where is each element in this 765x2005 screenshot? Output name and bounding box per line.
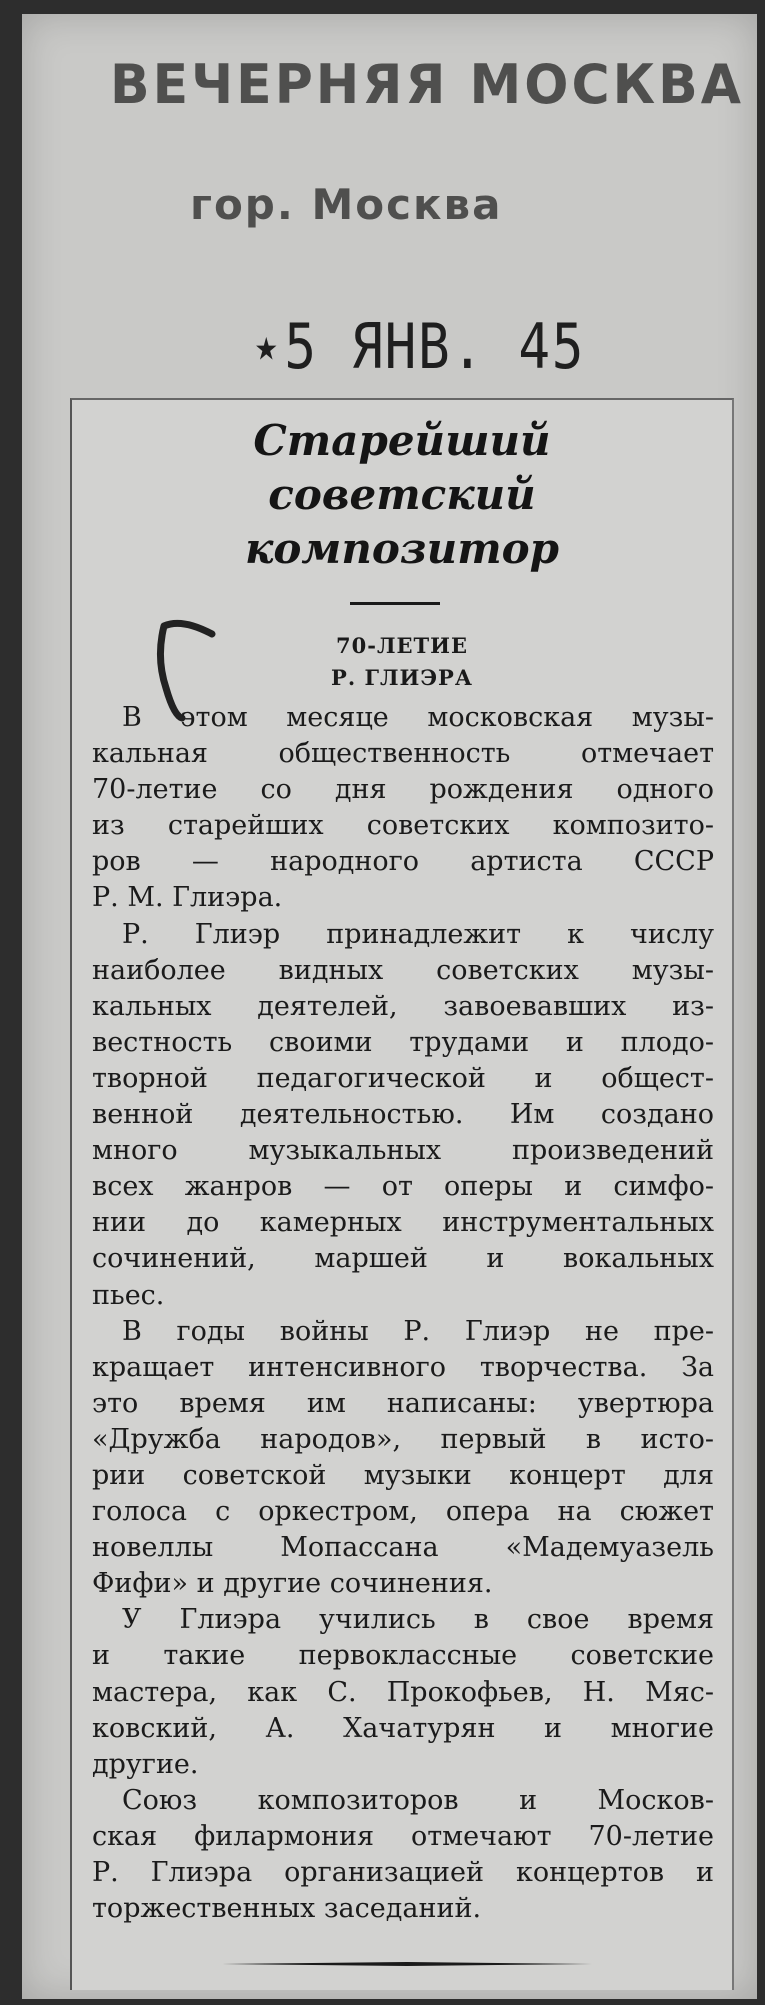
text-line: голоса с оркестром, опера на сюжет xyxy=(92,1496,714,1528)
text-line: всех жанров — от оперы и симфо- xyxy=(92,1171,714,1203)
text-line: другие. xyxy=(92,1748,199,1780)
text-line: кращает интенсивного творчества. За xyxy=(92,1351,714,1383)
text-line: ская филармония отмечают 70-летие xyxy=(92,1820,714,1852)
article-headline xyxy=(72,414,732,576)
headline-line: Старейший xyxy=(253,416,551,465)
text-line: новеллы Мопассана «Мадемуазель xyxy=(92,1532,714,1564)
text-line: торжественных заседаний. xyxy=(92,1893,482,1925)
text-line: В годы войны Р. Глиэр не пре- xyxy=(122,1315,714,1347)
headline-divider xyxy=(350,602,440,605)
headline-line: советский xyxy=(268,470,536,519)
date-stamp xyxy=(255,310,585,383)
text-line: мастера, как С. Прокофьев, Н. Мяс- xyxy=(92,1676,714,1708)
article-body xyxy=(92,700,714,1927)
text-line: В этом месяце московская музы- xyxy=(122,702,714,733)
text-line: Фифи» и другие сочинения. xyxy=(92,1568,493,1600)
text-line: У Глиэра учились в свое время xyxy=(122,1604,714,1636)
text-line: много музыкальных произведений xyxy=(92,1135,714,1167)
text-line: сочинений, маршей и вокальных xyxy=(92,1243,714,1275)
text-line: нии до камерных инструментальных xyxy=(92,1207,714,1239)
article-subhead xyxy=(72,630,732,694)
headline-line: композитор xyxy=(244,524,560,573)
text-line: 70-летие со дня рождения одного xyxy=(92,774,714,806)
text-line: венной деятельностью. Им создано xyxy=(92,1099,714,1131)
text-line: ров — народного артиста СССР xyxy=(92,846,714,878)
text-line: кальных деятелей, завоевавших из- xyxy=(92,990,714,1022)
text-line: и такие первоклассные советские xyxy=(92,1640,714,1672)
text-line: Р. Глиэр принадлежит к числу xyxy=(122,918,714,950)
text-line: творной педагогической и общест- xyxy=(92,1062,714,1094)
newspaper-clipping xyxy=(70,398,734,1990)
text-line: ковский, А. Хачатурян и многие xyxy=(92,1712,714,1744)
newspaper-name-stamp: ВЕЧЕРНЯЯ МОСКВА xyxy=(110,53,745,117)
text-line: это время им написаны: увертюра xyxy=(92,1387,714,1419)
text-line: кальная общественность отмечает xyxy=(92,738,714,770)
text-line: рии советской музыки концерт для xyxy=(92,1459,714,1491)
text-line: Р. Глиэра организацией концертов и xyxy=(92,1857,714,1888)
text-line: пьес. xyxy=(92,1279,165,1311)
city-stamp: гор. Москва xyxy=(190,180,503,229)
date-stamp-text: 5 ЯНВ. 45 xyxy=(284,310,586,383)
text-line: Р. М. Глиэра. xyxy=(92,882,283,914)
text-line: из старейших советских композито- xyxy=(92,810,714,842)
closing-divider xyxy=(222,1962,592,1966)
text-line: «Дружба народов», первый в исто- xyxy=(92,1423,714,1455)
text-line: Союз композиторов и Москов- xyxy=(122,1784,714,1816)
star-icon: ★ xyxy=(255,320,280,371)
text-line: вестность своими трудами и плодо- xyxy=(92,1026,714,1058)
subhead-line: 70-ЛЕТИЕ xyxy=(336,633,468,658)
subhead-line: Р. ГЛИЭРА xyxy=(331,665,473,690)
text-line: наиболее видных советских музы- xyxy=(92,954,714,986)
